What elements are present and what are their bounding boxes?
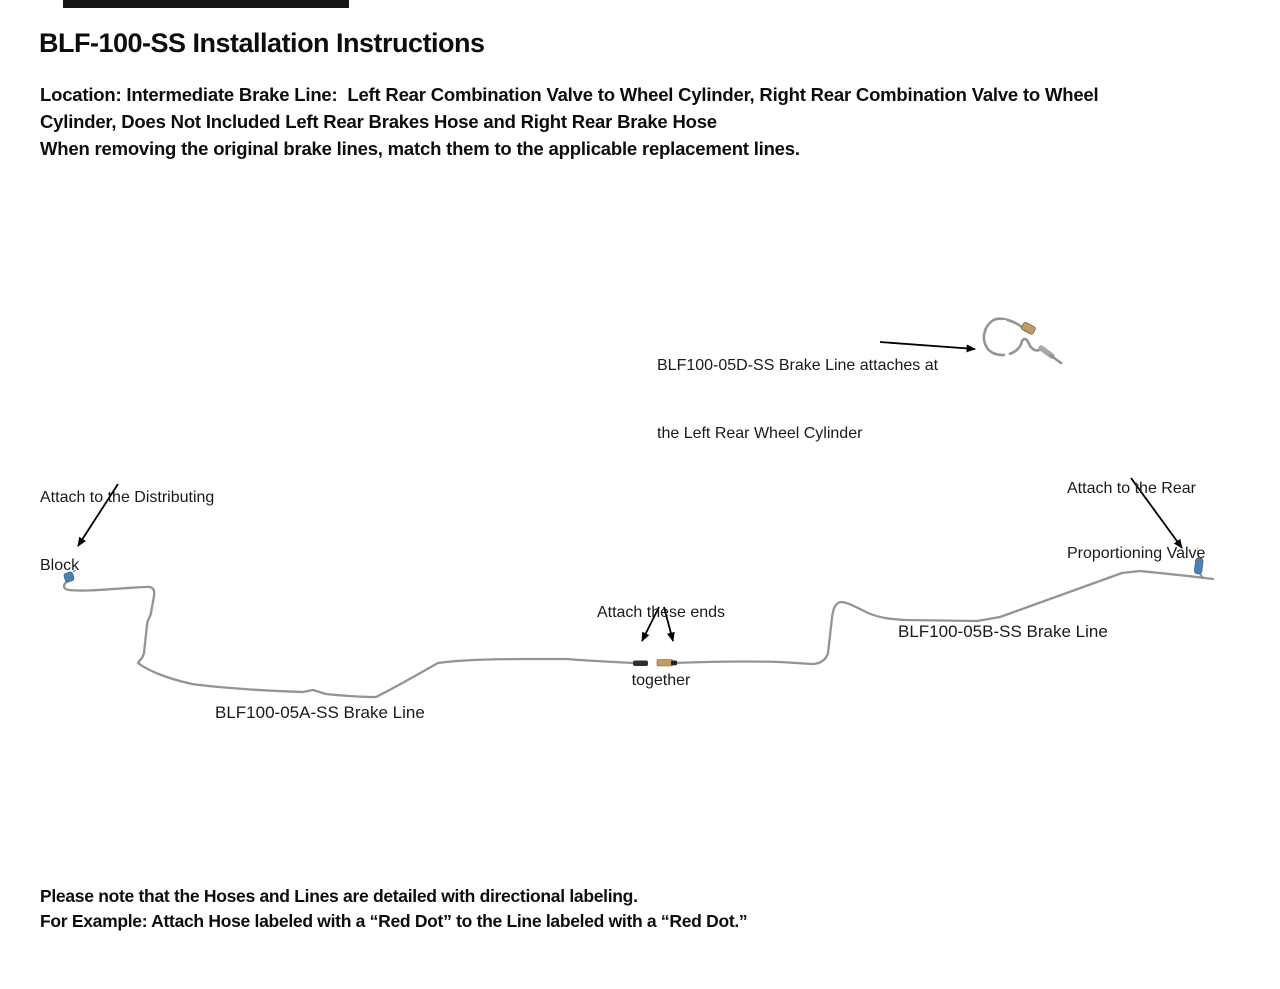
label-attach-ends-line1: Attach these ends: [596, 604, 726, 621]
intro-text-line: When removing the original brake lines, match them to the applicable replacement lines.: [40, 138, 800, 159]
label-distributing-line2: Block: [40, 556, 80, 574]
label-distributing-line1: Attach to the Distributing: [40, 489, 215, 506]
page-title: BLF-100-SS Installation Instructions: [39, 28, 485, 58]
intro-text-line: Location: Intermediate Brake Line: Left Rear Combination Valve to Wheel Cylinder, Right Rear Combination Valve to Wheel: [40, 84, 1099, 105]
label-attach-ends-line2: together: [631, 671, 691, 689]
brass-fitting-05d: [1021, 322, 1036, 335]
label-proportioning-line1: Attach to the Rear: [1067, 480, 1196, 497]
label-05d-line2: the Left Rear Wheel Cylinder: [657, 424, 863, 442]
label-distributing-block: [40, 442, 214, 622]
label-05b-brake-line: BLF100-05B-SS Brake Line: [898, 622, 1108, 641]
brake-line-05d-photo: [984, 319, 1061, 363]
footer-note-line1: Please note that the Hoses and Lines are detailed with directional labeling.: [40, 886, 638, 906]
intro-text-line: Cylinder, Does Not Included Left Rear Brakes Hose and Right Rear Brake Hose: [40, 111, 717, 132]
label-proportioning-line2: Proportioning Valve: [1067, 544, 1206, 562]
end-tube-05d: [1050, 355, 1061, 363]
label-05d-line1: BLF100-05D-SS Brake Line attaches at: [657, 357, 939, 374]
label-proportioning-valve: [1067, 435, 1205, 607]
retaining-clip-highlight: [1004, 320, 1007, 356]
label-05a-brake-line: BLF100-05A-SS Brake Line: [215, 703, 425, 722]
label-attach-ends: [594, 557, 728, 737]
label-05d-brake-line: [657, 310, 938, 490]
brake-line-05d-path: [984, 319, 1041, 355]
footer-note-line2: For Example: Attach Hose labeled with a “Red Dot” to the Line labeled with a “Red Dot.”: [40, 911, 748, 931]
